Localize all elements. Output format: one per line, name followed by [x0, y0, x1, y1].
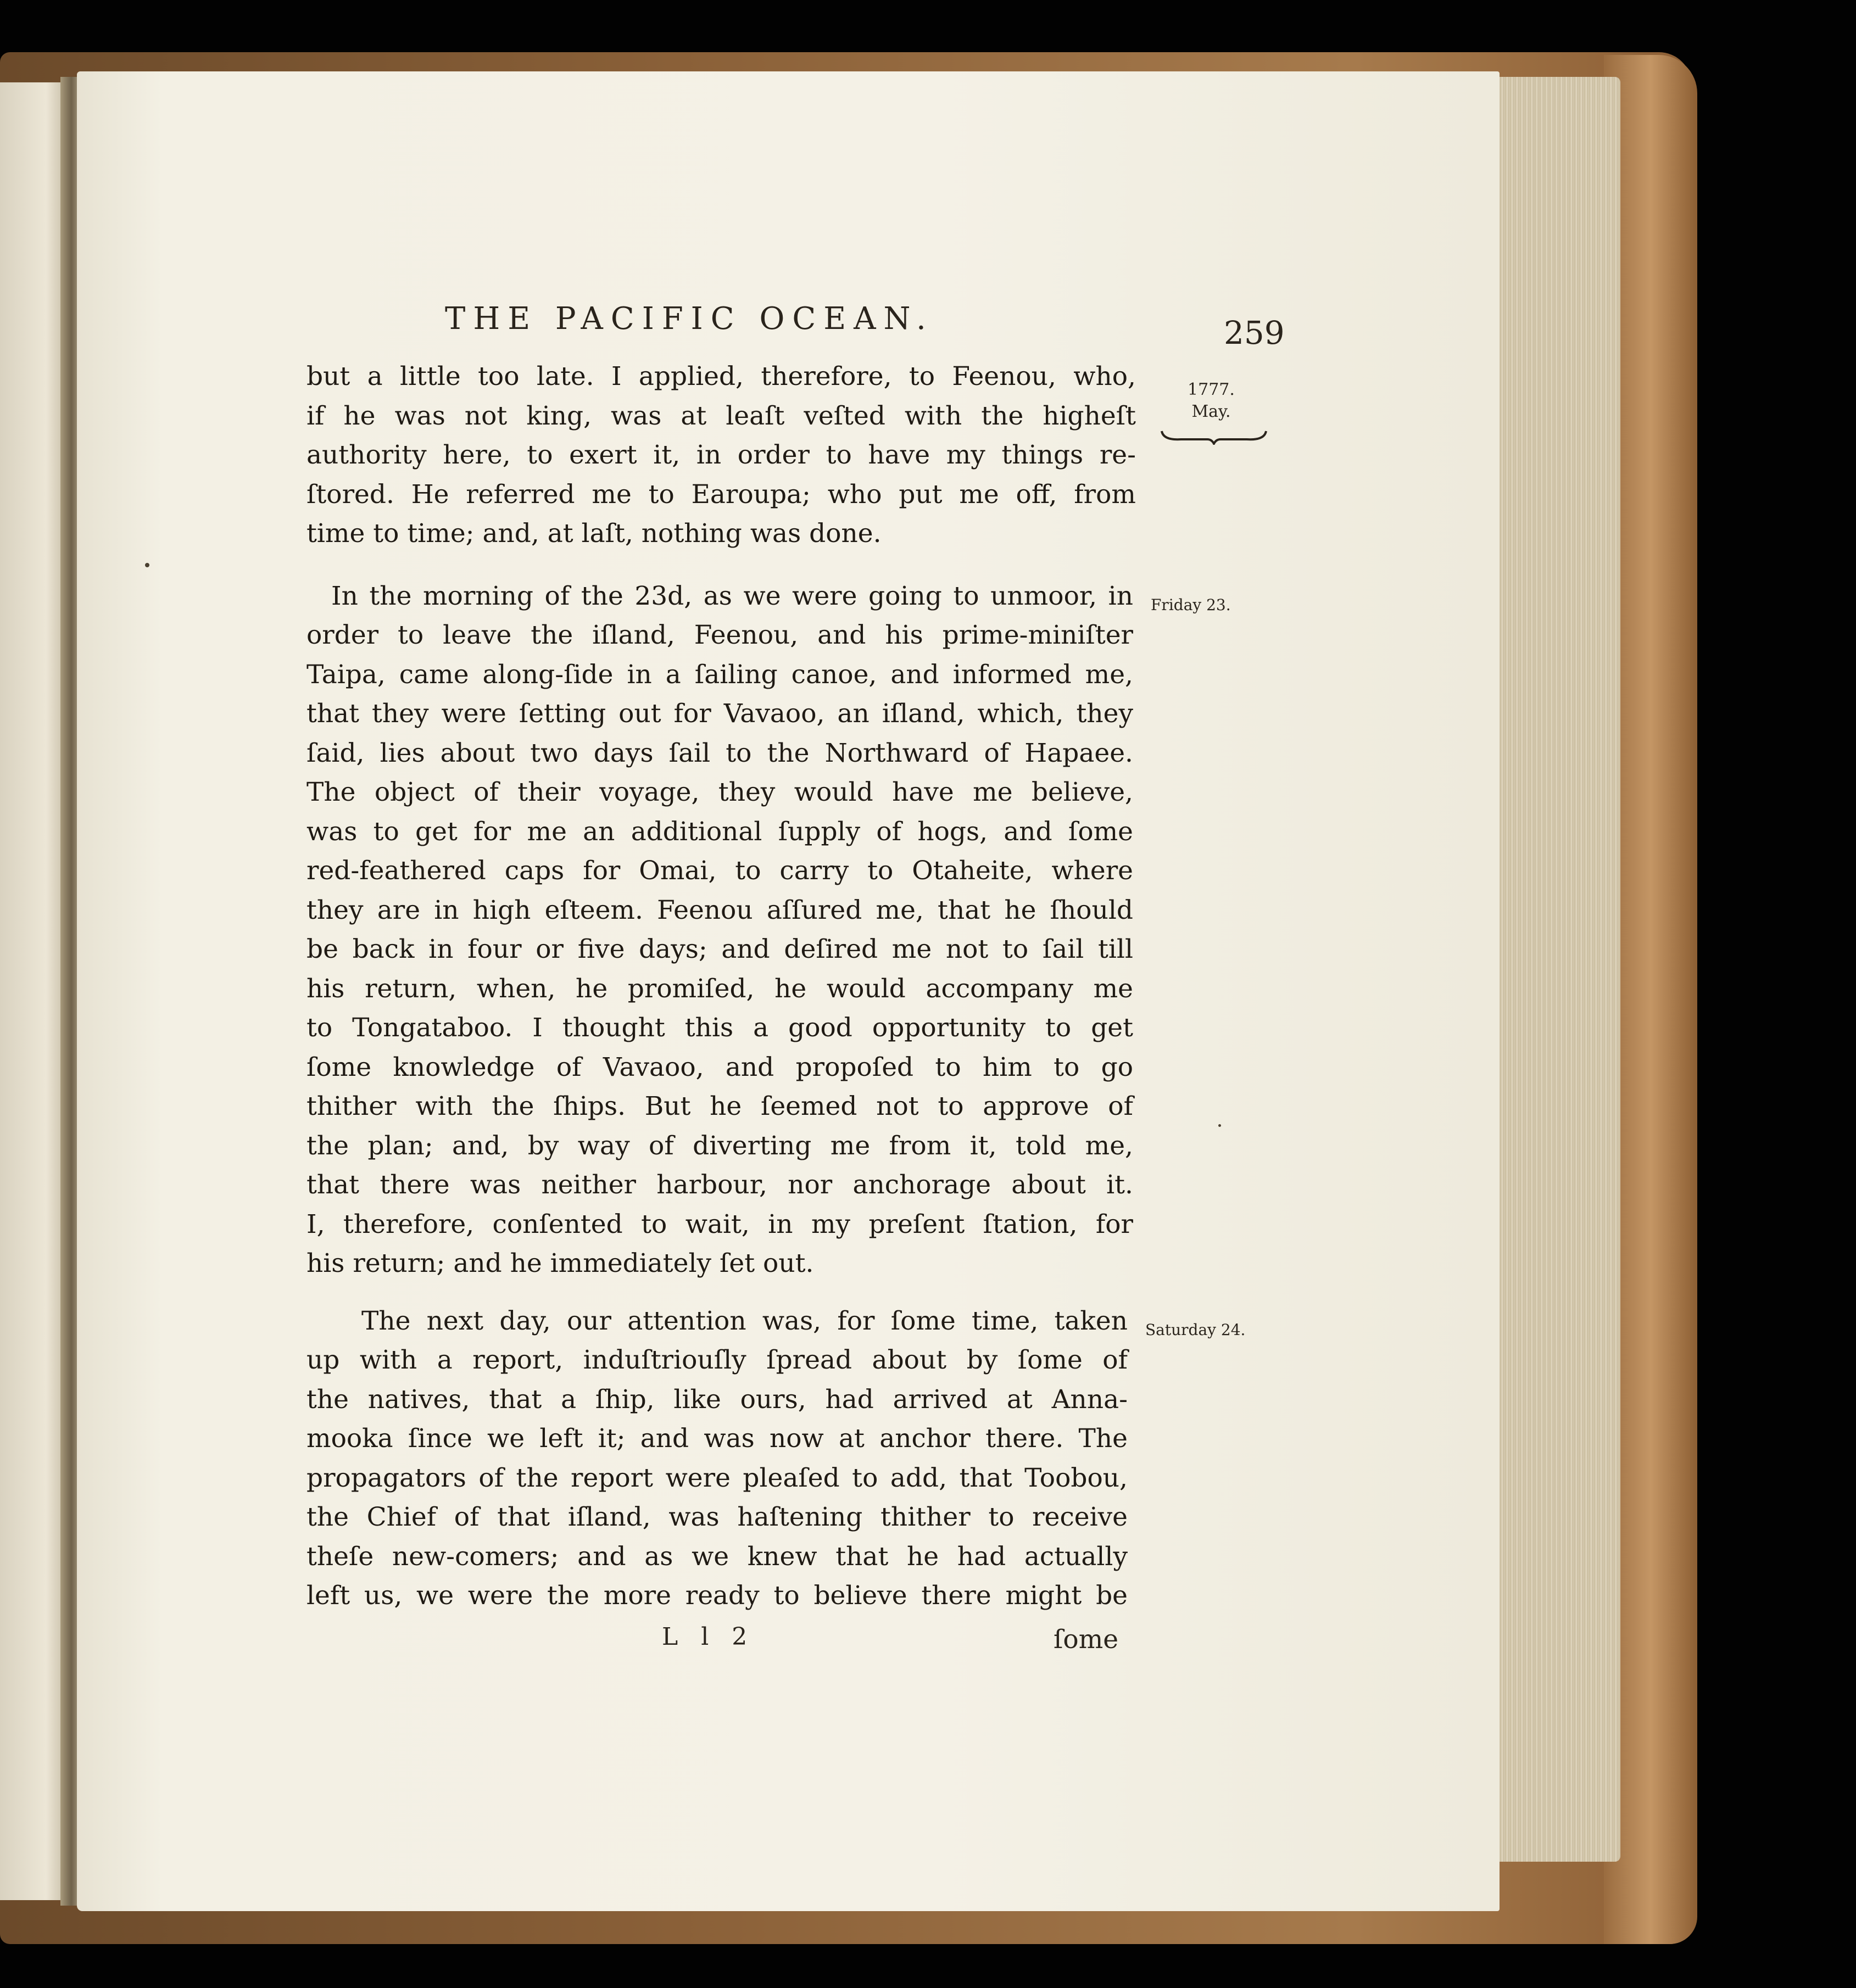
text-line: authority here, to exert it, in order to have my things re- [306, 440, 1136, 470]
text-line: The object of their voyage, they would have me believe, [306, 777, 1133, 807]
margin-day-note-saturday: Saturday 24. [1145, 1321, 1246, 1339]
left-page-edge [0, 82, 66, 1900]
text-line: Taipa, came along-ſide in a ſailing canoe, and informed me, [306, 659, 1133, 690]
text-line: that there was neither harbour, nor anchorage about it. [306, 1170, 1133, 1200]
paragraph-3 [306, 1341, 1128, 1616]
text-line: left us, we were the more ready to believe there might be [306, 1581, 1128, 1611]
text-line: they are in high eſteem. Feenou aſſured me, that he ſhould [306, 895, 1133, 925]
ink-speck [145, 563, 149, 567]
ink-speck [1218, 1124, 1221, 1127]
text-line: ſtored. He referred me to Earoupa; who put me off, from [306, 479, 1136, 510]
paragraph-3-first-line [361, 1302, 1128, 1341]
text-line: theſe new-comers; and as we knew that he had actually [306, 1541, 1128, 1572]
text-line: but a little too late. I applied, therefore, to Feenou, who, [306, 361, 1136, 392]
text-line: I, therefore, conſented to wait, in my preſent ſtation, for [306, 1209, 1133, 1239]
text-line: ſome knowledge of Vavaoo, and propoſed to him to go [306, 1052, 1133, 1082]
running-head: THE PACIFIC OCEAN. [445, 301, 934, 337]
text-line: the Chief of that iſland, was haſtening thither to receive [306, 1502, 1128, 1532]
paragraph-2 [306, 616, 1133, 1283]
text-line: up with a report, induſtriouſly ſpread about by ſome of [306, 1345, 1128, 1375]
paragraph-2-first-line [331, 577, 1133, 616]
text-line: his return; and he immediately ſet out. [306, 1248, 814, 1278]
margin-day-note-friday: Friday 23. [1151, 596, 1231, 614]
text-line: time to time; and, at laſt, nothing was done. [306, 518, 882, 549]
text-line: order to leave the iſland, Feenou, and his prime-miniſter [306, 620, 1133, 650]
page-block-edges [1494, 77, 1620, 1862]
text-line: red-feathered caps for Omai, to carry to Otaheite, where [306, 856, 1133, 886]
text-line: that they were ſetting out for Vavaoo, an iſland, which, they [306, 699, 1133, 729]
text-line: ſaid, lies about two days ſail to the Northward of Hapaee. [306, 738, 1133, 768]
text-line: In the morning of the 23d, as we were going to unmoor, in [331, 581, 1133, 611]
text-line: mooka ſince we left it; and was now at anchor there. The [306, 1423, 1128, 1454]
margin-year: 1777. [1188, 380, 1235, 399]
text-line: thither with the ſhips. But he ſeemed not to approve of [306, 1091, 1133, 1121]
text-line: to Tongataboo. I thought this a good opportunity to get [306, 1013, 1133, 1043]
text-line: the plan; and, by way of diverting me from it, told me, [306, 1130, 1133, 1161]
paragraph-1 [306, 357, 1136, 554]
text-line: propagators of the report were pleaſed to add, that Toobou, [306, 1462, 1128, 1493]
margin-month: May. [1191, 402, 1231, 421]
text-line: be back in four or five days; and deſired me not to ſail till [306, 934, 1133, 964]
signature-mark: L l 2 [662, 1623, 755, 1651]
page-number: 259 [1224, 314, 1285, 351]
catchword: ſome [1054, 1624, 1119, 1655]
text-line: if he was not king, was at leaſt veſted with the higheſt [306, 400, 1136, 431]
margin-brace [1159, 428, 1269, 445]
text-line: The next day, our attention was, for ſome time, taken [361, 1306, 1128, 1336]
margin-date-note [1175, 379, 1247, 423]
text-line: his return, when, he promiſed, he would accompany me [306, 973, 1133, 1004]
text-line: was to get for me an additional ſupply of hogs, and ſome [306, 816, 1133, 847]
text-line: the natives, that a ſhip, like ours, had arrived at Anna- [306, 1384, 1128, 1415]
